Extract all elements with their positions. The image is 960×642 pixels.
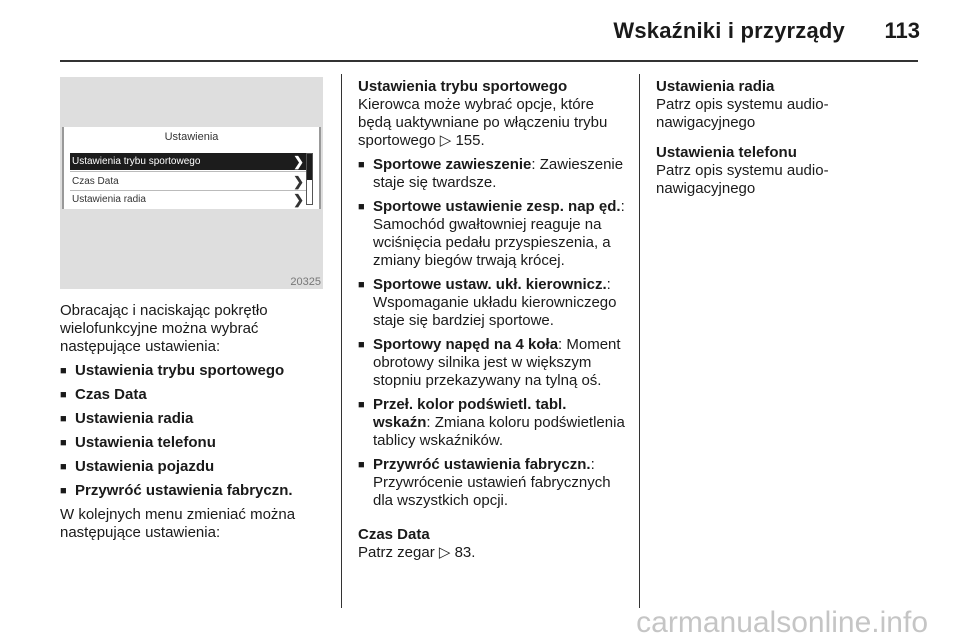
option-term: Przywróć ustawienia fabryczn. — [373, 456, 591, 473]
list-item: ■ Czas Data — [60, 386, 330, 404]
sport-mode-heading: Ustawienia trybu sportowego — [358, 78, 568, 95]
list-item — [358, 396, 626, 450]
menu-item-sport-mode — [70, 153, 308, 170]
sport-options-list — [358, 156, 626, 510]
intro-text: Kierowca może wybrać opcje, które będą uaktywniane po włączeniu trybu sportowego — [358, 96, 608, 149]
body-text: Patrz zegar — [358, 544, 435, 561]
column-3 — [656, 78, 924, 204]
watermark: carmanualsonline.info — [636, 606, 928, 639]
menu-item-label: Czas Data — [72, 176, 119, 187]
column-divider-1 — [341, 74, 342, 608]
option-term: Sportowe ustaw. ukł. kierownicz. — [373, 276, 607, 293]
page-reference: ▷ 155. — [439, 132, 485, 149]
option-desc: : Przywrócenie ustawień fabrycznych dla wszystkich opcji. — [373, 456, 611, 509]
option-desc: : Zawieszenie staje się twardsze. — [373, 156, 624, 191]
settings-list — [60, 362, 330, 500]
settings-screen-figure — [60, 77, 323, 289]
phone-settings-text: Patrz opis systemu audio-nawigacyjnego — [656, 162, 829, 197]
page-reference: ▷ 83. — [438, 544, 476, 561]
radio-settings-text: Patrz opis systemu audio-nawigacyjnego — [656, 96, 829, 131]
list-item — [358, 276, 626, 330]
option-desc: : Samochód gwałtowniej reaguje na wciśnięcia pedału przyspieszenia, a zmiany biegów trwają krócej. — [373, 198, 625, 269]
list-item: ■ Ustawienia radia — [60, 410, 330, 428]
screen-title: Ustawienia — [164, 131, 219, 143]
outro-text: W kolejnych menu zmieniać można następujące ustawienia: — [60, 506, 296, 541]
list-item: ■ Ustawienia trybu sportowego — [60, 362, 330, 380]
list-item: ■ Ustawienia telefonu — [60, 434, 330, 452]
option-term: Sportowe ustawienie zesp. nap ęd. — [373, 198, 621, 215]
section-title: Wskaźniki i przyrządy — [613, 18, 845, 43]
time-date-heading: Czas Data — [358, 526, 430, 543]
chevron-right-icon: ❯ — [293, 174, 304, 189]
scrollbar — [306, 153, 313, 205]
option-desc: : Zmiana koloru podświetlenia tablicy wskaźników. — [373, 414, 625, 449]
list-item: ■ Ustawienia pojazdu — [60, 458, 330, 476]
figure-number: 20325 — [290, 276, 321, 288]
option-desc: : Wspomaganie układu kierowniczego staje się bardziej sportowe. — [373, 276, 617, 329]
page-header — [0, 0, 960, 62]
page-number: 113 — [884, 18, 920, 43]
column-1 — [60, 302, 330, 548]
menu-divider — [70, 171, 308, 172]
option-term: Sportowy napęd na 4 koła — [373, 336, 559, 353]
radio-settings-heading: Ustawienia radia — [656, 78, 775, 95]
chevron-right-icon: ❯ — [293, 192, 304, 207]
intro-text: Obracając i naciskając pokrętło wielofunkcyjne można wybrać następujące ustawienia: — [60, 302, 268, 355]
sport-mode-intro — [358, 96, 626, 150]
time-date-text — [358, 544, 626, 562]
list-item — [358, 456, 626, 510]
list-item — [358, 156, 626, 192]
menu-item-time-date — [70, 173, 308, 190]
column-2 — [358, 78, 626, 568]
header-divider — [60, 60, 918, 62]
menu-item-label: Ustawienia trybu sportowego — [72, 156, 201, 167]
list-item — [358, 198, 626, 270]
column-divider-2 — [639, 74, 640, 608]
scroll-thumb — [307, 154, 312, 180]
option-term: Sportowe zawieszenie — [373, 156, 532, 173]
menu-item-radio — [70, 191, 308, 208]
chevron-right-icon: ❯ — [293, 154, 304, 169]
display-screen — [62, 127, 321, 209]
option-desc: : Moment obrotowy silnika jest w większym stopniu przekazywany na tylną oś. — [373, 336, 621, 389]
phone-settings-heading: Ustawienia telefonu — [656, 144, 797, 161]
menu-item-label: Ustawienia radia — [72, 194, 146, 205]
option-term: Przeł. kolor podświetl. tabl. wskaźn — [373, 396, 567, 431]
list-item — [358, 336, 626, 390]
list-item: ■ Przywróć ustawienia fabryczn. — [60, 482, 330, 500]
